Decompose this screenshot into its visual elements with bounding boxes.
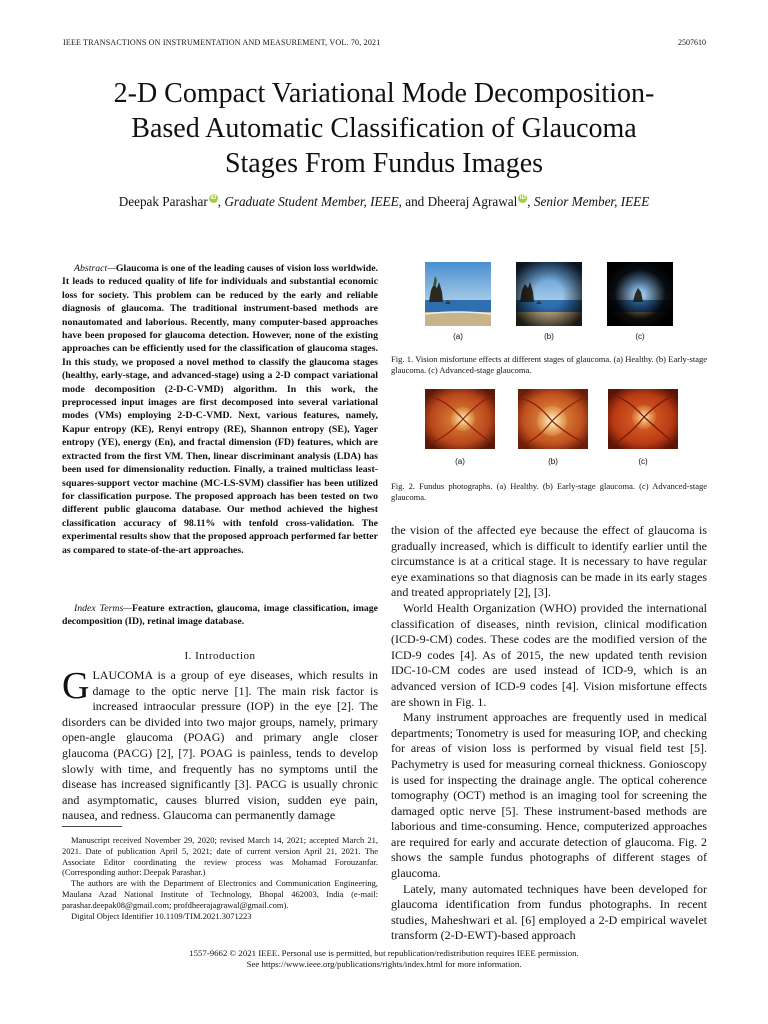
fig1-label-c: (c) bbox=[635, 332, 645, 341]
body-paragraph: the vision of the affected eye because the effect of glaucoma is gradually increased, which is difficult to identify earlier until the circumstance is at a critical stage. It is necessary to have regular eye examinations so that diagnosis can be made in its early stages and treated appropriately [2], [3]. bbox=[391, 523, 707, 600]
introduction-body bbox=[62, 665, 378, 824]
fig2-label-b: (b) bbox=[548, 457, 558, 466]
paper-title bbox=[40, 76, 728, 181]
author-conjunction: , and bbox=[398, 194, 428, 209]
copyright-line: 1557-9662 © 2021 IEEE. Personal use is permitted, but republication/redistribution requires IEEE permission. bbox=[189, 948, 579, 958]
footnote-doi: Digital Object Identifier 10.1109/TIM.2021.3071223 bbox=[71, 910, 252, 921]
figure-2 bbox=[425, 389, 685, 469]
author-line: Deepak Parashar iD , Graduate Student Member, IEEE, and Dheeraj Agrawal iD , Senior Member, IEEE bbox=[118, 194, 650, 209]
running-header-journal: IEEE TRANSACTIONS ON INSTRUMENTATION AND MEASUREMENT, VOL. 70, 2021 bbox=[63, 38, 381, 47]
fig2-label-c: (c) bbox=[638, 457, 648, 466]
fig2-caption: Fig. 2. Fundus photographs. (a) Healthy. (b) Early-stage glaucoma. (c) Advanced-stage glaucoma. bbox=[391, 481, 707, 502]
fig1-advanced-stage-image bbox=[607, 262, 673, 326]
fig1-caption: Fig. 1. Vision misfortune effects at different stages of glaucoma. (a) Healthy. (b) Early-stage glaucoma. (c) Advanced-stage glaucoma. bbox=[391, 354, 707, 375]
rights-link-line[interactable]: See https://www.ieee.org/publications/rights/index.html for more information. bbox=[246, 959, 522, 969]
fig2-advanced-stage-fundus-image bbox=[608, 389, 678, 449]
right-column-body bbox=[391, 523, 707, 944]
section-heading-introduction: I. Introduction bbox=[184, 650, 256, 662]
index-terms-lead: Index Terms— bbox=[74, 603, 132, 614]
footnote-affiliation: The authors are with the Department of Electronics and Communication Engineering, Maulana Azad National Institute of Technology, Bhopal 462003, India (e-mail: parashar.deepak08@gmail.com; profdheerajagrawal@gmail.com). bbox=[62, 878, 378, 910]
fig1-healthy-image bbox=[425, 262, 491, 326]
fig2-early-stage-fundus-image bbox=[518, 389, 588, 449]
abstract-text: Glaucoma is one of the leading causes of vision loss worldwide. It leads to reduced quality of life for individuals and substantial economic loss for society. This problem can be reduced by the early and reliable diagnosis of glaucoma. The traditional instrument-based methods are nonautomated and laborious. Recently, many computer-based approaches have been proposed for glaucoma detection. However, none of the existing approaches can be efficiently used for the classification of glaucoma stages. In this study, we proposed a novel method to classify the glaucoma stages (healthy, early-stage, and advanced-stage) using a 2-D compact variational mode decomposition (2-D-C-VMD) algorithm. In this work, the preprocessed input images are first decomposed into several variational modes (VMs) employing 2-D-C-VMD. Next, various features, namely, Kapur entropy (KE), Renyi entropy (RE), Shannon entropy (SE), Yager entropy (YE), energy (En), and fractal dimension (FD) features, which are extracted from the first VM. Then, linear discriminant analysis (LDA) has been used for dimensionality reduction. Finally, a trained multiclass least-squares-support vector machine (MC-LS-SVM) classifier has been utilized for classification purpose. The proposed approach has been tested on two different public glaucoma database. Our method achieved the highest classification accuracy of 98.11% with tenfold cross-validation. The experimental results show that the proposed approach performed far better as compared to state-of-the-art approaches. bbox=[62, 263, 378, 556]
orcid-icon[interactable]: iD bbox=[519, 195, 526, 201]
author-2-name: Dheeraj Agrawal bbox=[427, 194, 518, 209]
author-1-name: Deepak Parashar bbox=[118, 194, 208, 209]
body-paragraph: World Health Organization (WHO) provided the international classification of diseases, ninth revision, clinical modification (ICD-9-CM) codes. These codes are the modified version of the ICD-9 codes [4]. As of 2015, the new updated tenth revision IDC-10-CM codes are used instead of ICD-9, which is an advanced version of ICD-9 codes [4]. Vision misfortune effects are shown in Fig. 1. bbox=[391, 600, 707, 709]
title-line-3: Stages From Fundus Images bbox=[224, 148, 544, 179]
title-line-2: Based Automatic Classification of Glaucoma bbox=[131, 113, 637, 144]
title-line-1: 2-D Compact Variational Mode Decomposition- bbox=[113, 78, 655, 109]
running-header-page-id: 2507610 bbox=[678, 38, 706, 47]
copyright-footer bbox=[40, 948, 728, 970]
orcid-icon[interactable]: iD bbox=[210, 195, 217, 201]
fig1-label-a: (a) bbox=[453, 332, 463, 341]
index-terms bbox=[62, 602, 378, 629]
body-paragraph: Many instrument approaches are frequently used in medical departments; Tonometry is used for measuring IOP, and checking for areas of vision loss is performed by visual field test [5]. Pachymetry is used for measuring corneal thickness. Gonioscopy is used for inspecting the drainage angle. The optical coherence tomography (OCT) method is an imaging tool for screening the damaged optic nerve [5]. These instrument-based methods are laborious and time-consuming. Hence, computerized approaches are required for early and accurate detection of glaucoma. Fig. 2 shows the sample fundus photographs of different stages of glaucoma. bbox=[391, 710, 707, 881]
fig1-early-stage-image bbox=[516, 262, 582, 326]
fig2-label-a: (a) bbox=[455, 457, 465, 466]
author-1-role: Graduate Student Member, IEEE bbox=[224, 194, 399, 209]
index-terms-text: Feature extraction, glaucoma, image classification, image decomposition (ID), retinal image database. bbox=[62, 603, 379, 628]
drop-cap: G bbox=[62, 665, 90, 707]
footnote-manuscript: Manuscript received November 29, 2020; revised March 14, 2021; accepted March 21, 2021. Date of publication April 5, 2021; date of current version April 21, 2021. The Associate Editor coordinating the review process was Mohamad Forouzanfar. (Corresponding author: Deepak Parashar.) bbox=[62, 835, 378, 878]
author-2-role: Senior Member, IEEE bbox=[533, 194, 650, 209]
footnote-divider bbox=[62, 826, 122, 827]
footnotes bbox=[62, 835, 378, 921]
abstract-lead: Abstract— bbox=[74, 263, 116, 274]
figure-1 bbox=[425, 262, 685, 341]
fig2-healthy-fundus-image bbox=[425, 389, 495, 449]
abstract bbox=[62, 262, 378, 557]
fig1-label-b: (b) bbox=[544, 332, 554, 341]
intro-paragraph-1: LAUCOMA is a group of eye diseases, which results in damage to the optic nerve [1]. The main risk factor is increased intraocular pressure (IOP) in the eye [2]. The disorders can be divided into two major groups, namely, primary open-angle glaucoma (POAG) and primary angle closer glaucoma (PACG) [2], [7]. POAG is painless, tends to develop slowly with time, and frequently has no symptoms until the disease has increased significantly [3]. PACG is usually chronic and asymptomatic, causes blurred vision, sudden eye pain, nausea, and redness. Glaucoma can permanently damage bbox=[62, 668, 378, 823]
body-paragraph: Lately, many automated techniques have been developed for glaucoma identification from fundus photographs. In recent studies, Maheshwari et al. [6] employed a 2-D empirical wavelet transform (2-D-EWT)-based approach bbox=[391, 881, 707, 943]
